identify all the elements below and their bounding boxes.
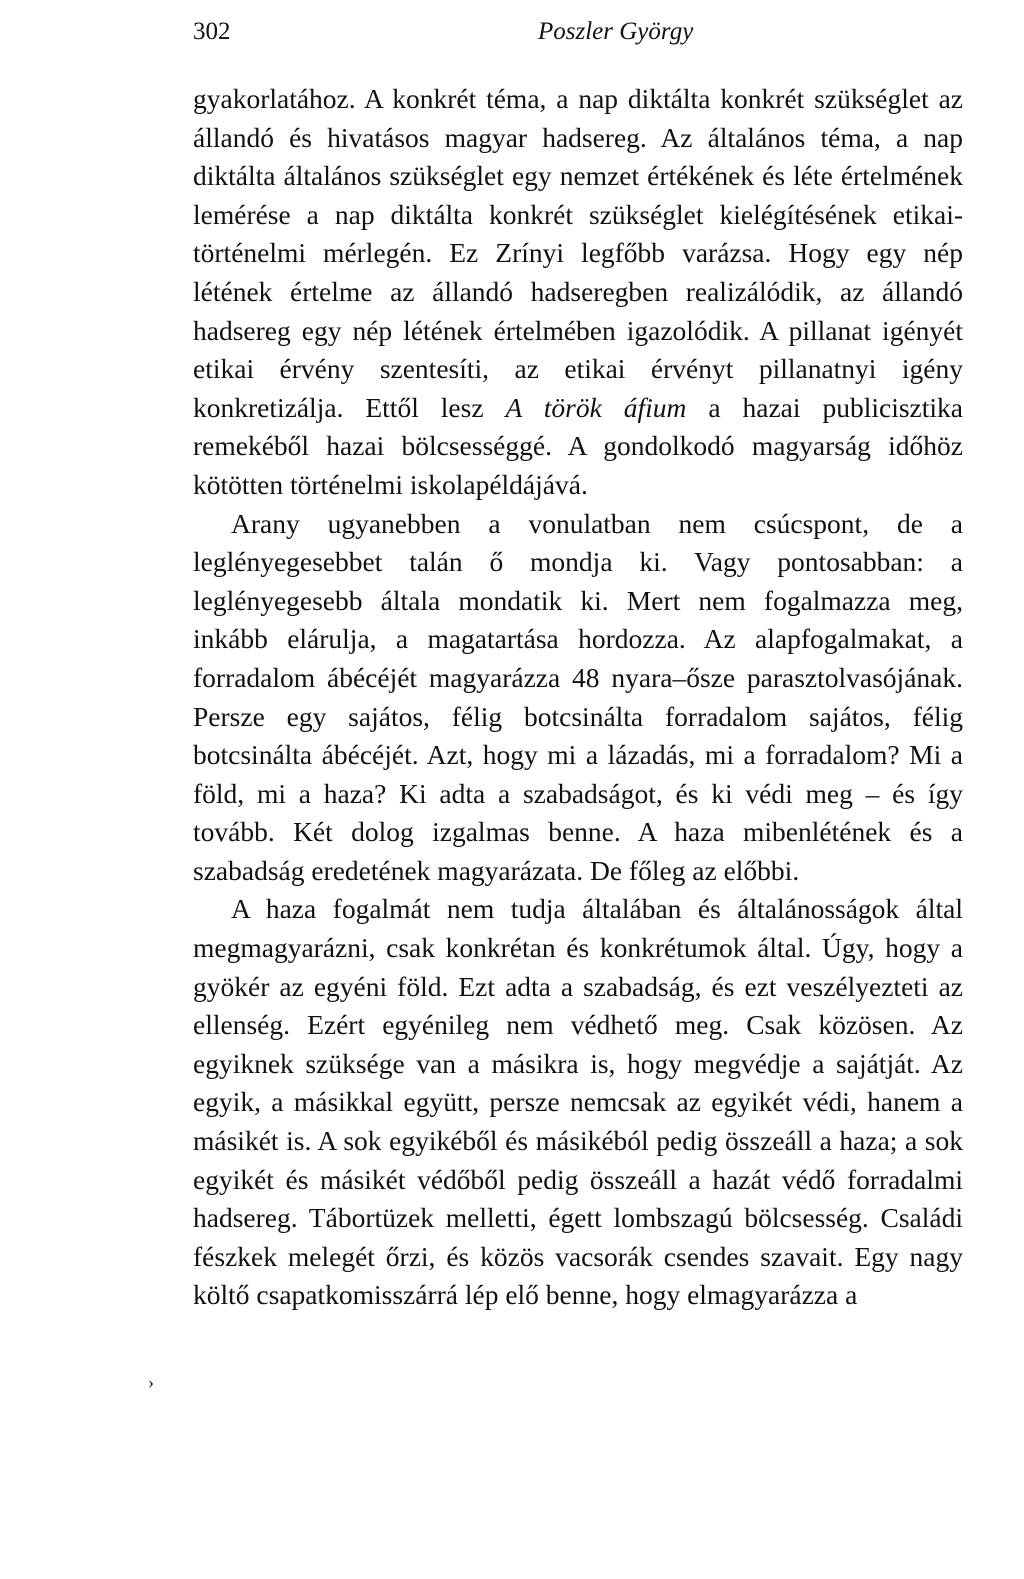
paragraph-3: A haza fogalmát nem tudja általában és általánosságok által megmagyarázni, csak konkrétan és konkrétumok által. Úgy, hogy a gyökér az egyéni föld. Ezt adta a szabadság, és ezt veszélyezteti az ellenség. Ezért egyénileg nem védhető meg. Csak közösen. Az egyiknek szüksége van a másikra is, hogy megvédje a sajátját. Az egyik, a másikkal együtt, persze nemcsak az egyikét védi, hanem a másikét is. A sok egyikéből és másikéból pedig összeáll a haza; a sok egyikét és másikét védőből pedig összeáll a hazát védő forradalmi hadsereg. Tábortüzek melletti, égett lombszagú bölcsesség. Családi fészkek melegét őrzi, és közös vacsorák csendes szavait. Egy nagy költő csapatkomisszárrá lép elő benne, hogy elmagyarázza a: [193, 893, 963, 1311]
paragraph-1-text-b: a hazai publicisztika remekéből hazai bölcsességgé. A gondolkodó magyarság időhöz kötötten történelmi iskolapéldájává.: [193, 391, 963, 500]
work-title: A török áfium: [505, 391, 687, 423]
paragraph-1: [193, 80, 963, 505]
author-name: Poszler György: [538, 18, 694, 45]
body-text: [193, 80, 963, 1315]
running-head: [193, 14, 963, 50]
margin-mark: ›: [148, 1372, 154, 1392]
paragraph-2: Arany ugyanebben a vonulatban nem csúcspont, de a leglényegesebbet talán ő mondja ki. Vagy pontosabban: a leglényegesebb általa mondatik ki. Mert nem fogalmazza meg, inkább elárulja, a magatartása hordozza. Az alapfogalmakat, a forradalom ábécéjét magyarázza 48 nyara–ősze parasztolvasójának. Persze egy sajátos, félig botcsinálta forradalom sajátos, félig botcsinálta ábécéjét. Azt, hogy mi a lázadás, mi a forradalom? Mi a föld, mi a haza? Ki adta a szabadságot, és ki védi meg – és így tovább. Két dolog izgalmas benne. A haza mibenlétének és a szabadság eredetének magyarázata. De főleg az előbbi.: [193, 507, 963, 886]
paragraph-1-text-a: gyakorlatához. A konkrét téma, a nap diktálta konkrét szükséglet az állandó és hivatásos magyar hadsereg. Az általános téma, a nap diktálta általános szükséglet egy nemzet értékének és léte értelmének lemérése a nap diktálta konkrét szükséglet kielégítésének etikai-történelmi mérlegén. Ez Zrínyi legfőbb varázsa. Hogy egy nép létének értelme az állandó hadseregben realizálódik, az állandó hadsereg egy nép létének értelmében igazolódik. A pillanat igényét etikai érvény szentesíti, az etikai érvényt pillanatnyi igény konkretizálja. Ettől lesz: [193, 83, 963, 423]
page-number: 302: [193, 18, 231, 45]
